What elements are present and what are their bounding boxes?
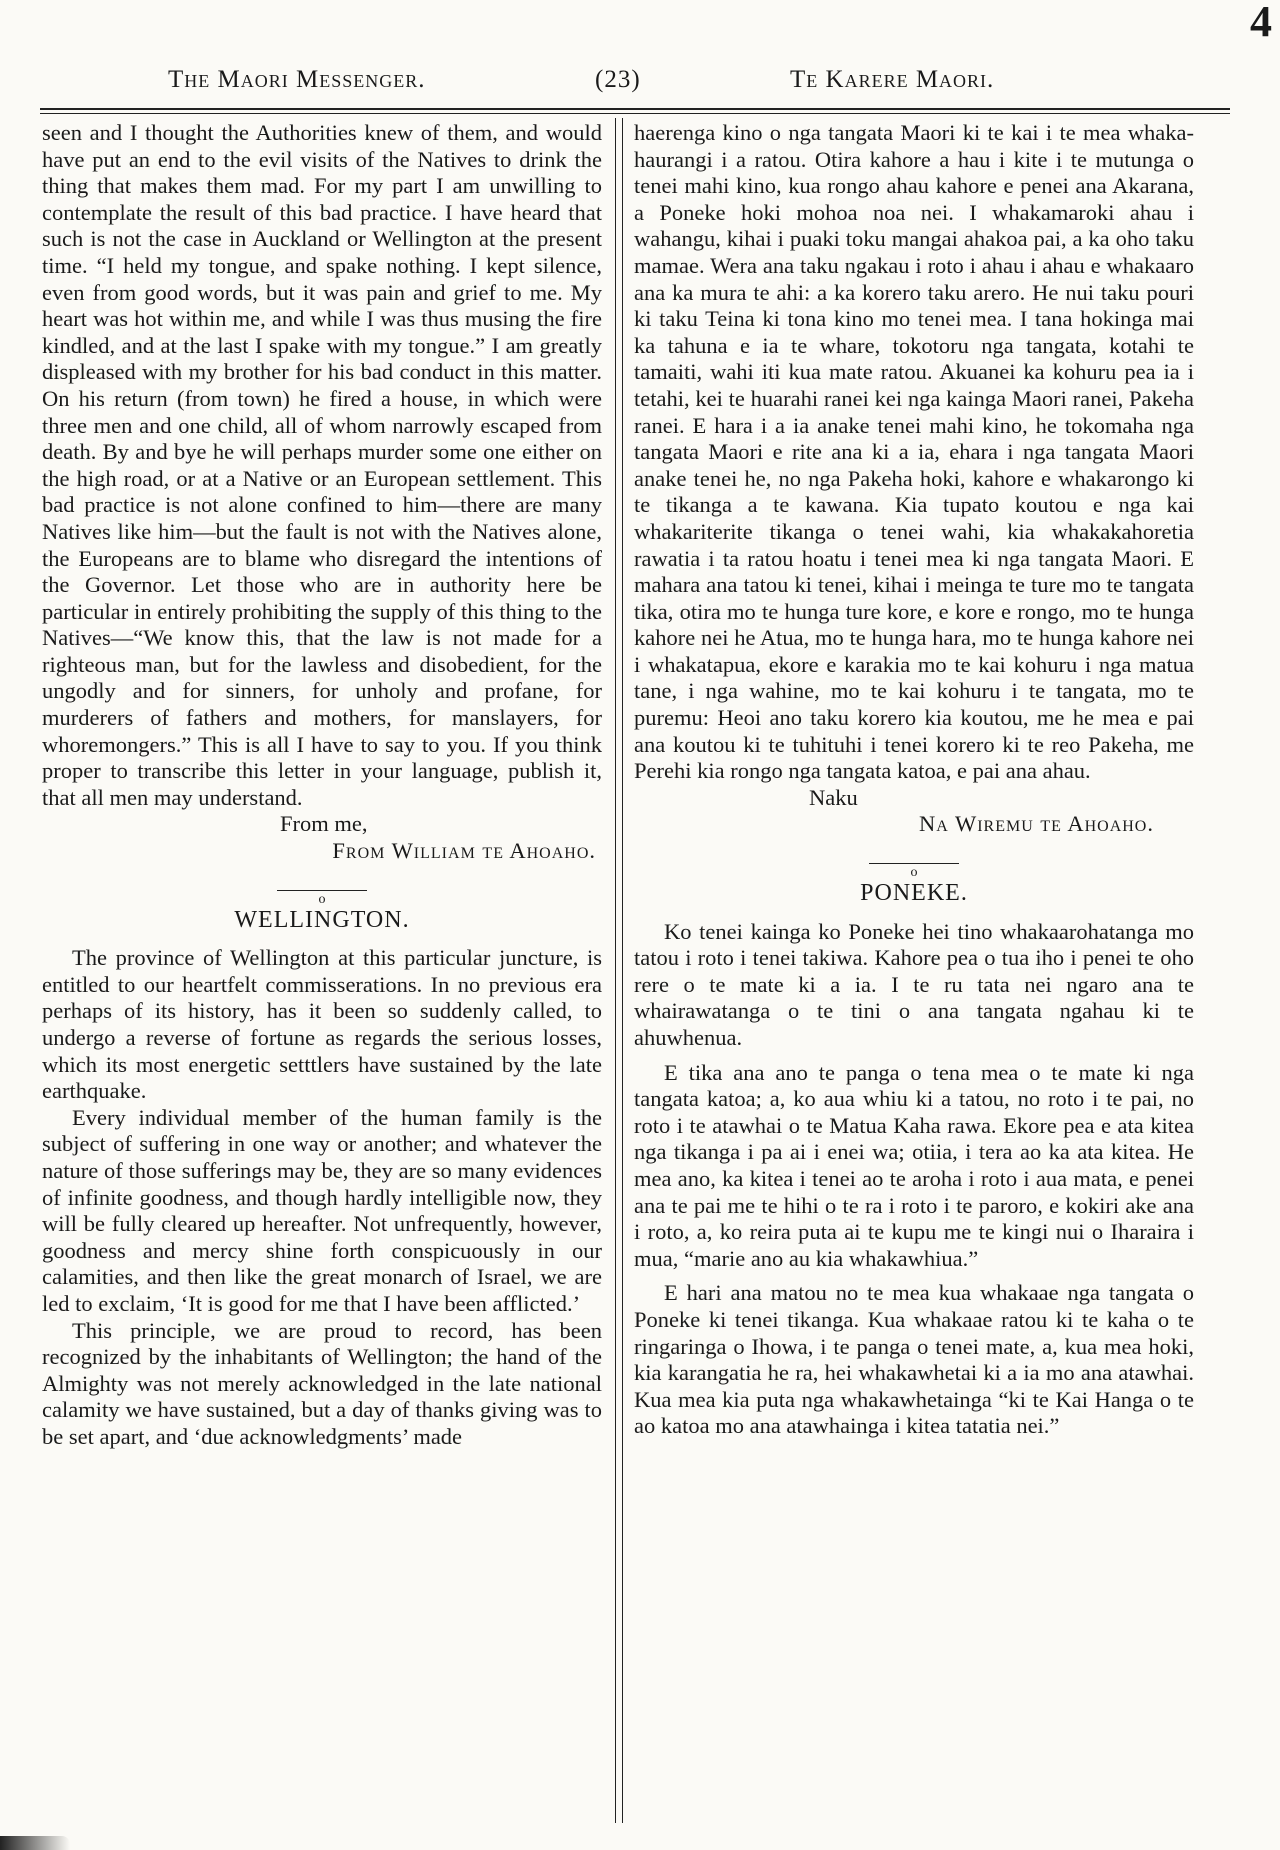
paragraph-gap <box>634 1272 1194 1280</box>
letter-signature: Na Wiremu te Ahoaho. <box>918 811 1154 837</box>
ornament-mark: o <box>910 865 918 881</box>
section-ornament <box>42 883 602 907</box>
print-smudge <box>0 1836 70 1850</box>
section-title-poneke: PONEKE. <box>860 880 968 907</box>
header-rule-thin <box>40 113 1230 114</box>
header-english-title: The Maori Messenger. <box>168 66 426 93</box>
letter-closing: Naku <box>809 784 858 810</box>
paragraph-gap <box>634 1052 1194 1060</box>
header-maori-title: Te Karere Maori. <box>790 66 995 93</box>
letter-paragraph: seen and I thought the Authorities knew of them, and would have put an end to the evil visits of the Natives to drink the thing that makes them mad. For my part I am unwilling to contemplate the result of this bad practice. I have heard that such is not the case in Auckland or Wellington at the present time. “I held my tongue, and spake nothing. I kept silence, even from good words, but it was pain and grief to me. My heart was hot within me, and while I was thus musing the fire kindled, and at the last I spake with my tongue.” I am greatly displeased with my brother for his bad conduct in this matter. On his return (from town) he fired a house, in which were three men and one child, all of whom narrowly escaped from death. By and bye he will perhaps murder some one either on the high road, or at a Native or an European settlement. This bad practice is not alone confined to him—there are many Natives like him—but the fault is not with the Natives alone, the Europeans are to blame who disregard the intentions of the Governor. Let those who are in authority here be particular in entirely prohibiting the supply of this thing to the Natives—“We know this, that the law is not made for a righteous man, but for the lawless and disobedient, for the ungodly and for sinners, for unholy and profane, for murderers of fathers and mothers, for manslayers, for whoremongers.” This is all I have to say to you. If you think proper to transcribe this letter in your language, publish it, that all men may understand. <box>42 120 602 810</box>
page-corner-mark: 4 <box>1250 0 1272 46</box>
article-paragraph: E hari ana matou no te mea kua whakaae nga tangata o Poneke ki tenei tikanga. Kua whakaae ratou ki te kaha o te ringaringa o Ihowa, i te panga o tenei mate, a, kua mea hoki, kia karangatia he ra, hei whakawhetai ki a ia mo ana atawhai. Kua mea kia puta nga whakawhetainga “ki te Kai Hanga o te ao katoa mo ana atawhainga i kitea tatatia nei.” <box>634 1280 1194 1439</box>
letter-closing: From me, <box>280 811 368 837</box>
running-head <box>40 66 1230 104</box>
page-number: (23) <box>595 66 641 93</box>
letter-paragraph: haerenga kino o nga tangata Maori ki te kai i te mea whaka-haurangi i a ratou. Otira kahore a hau i kite i te mutunga o tenei mahi kino, kua rongo ahau kahore e penei ana Akarana, a Poneke hoki mohoa noa nei. I whakamaroki ahau i wahangu, kihai i puaki toku mangai ahakoa pai, a ka oho taku mamae. Wera ana taku ngakau i roto i ahau i ahau e whakaaro ana ka mura te ahi: a ka korero taku arero. He nui taku pouri ki taku Teina ki tona kino mo tenei mea. I tana hokinga mai ka tahuna e ia te whare, tokotoru nga tangata, kotahi te tamaiti, wahi iti kua mate ratou. Akuanei ka kohuru pea ia i tetahi, kei te huarahi ranei kei nga kainga Maori ranei, Pakeha ranei. E hara i a ia anake tenei mahi kino, he tokomaha nga tangata Maori e rite ana ki a ia, ehara i nga tangata Maori anake tenei he, no nga Pakeha hoki, kahore e whakarongo ki te tikanga a te kawana. Kia tupato koutou e nga kai whakariterite tikanga o tenei wahi, kia whakakahoretia rawatia i ta ratou hoatu i tenei mea ki nga tangata Maori. E mahara ana tatou ki tenei, kihai i meinga te ture mo te tangata tika, otira mo te hunga ture kore, e kore e rongo, mo te hunga kahore nei he Atua, mo te hunga hara, mo te hunga kahore nei i whakatapua, ekore e karakia mo te kai kohuru i nga matua tane, i nga wahine, mo te kai kohuru i te tangata, mo te puremu: Heoi ano taku korero kia koutou, me he mea e pai ana koutou ki te tuhituhi i tenei korero ki te reo Pakeha, me Perehi kia rongo nga tangata katoa, e pai ana ahau. <box>634 120 1194 784</box>
letter-signature: From William te Ahoaho. <box>332 838 596 864</box>
article-paragraph: Every individual member of the human family is the subject of suffering in one way or another; and whatever the nature of those sufferings may be, they are so many evidences of infinite goodness, and though hardly intelligible now, they will be fully cleared up hereafter. Not unfrequently, however, goodness and mercy shine forth conspicuously in our calamities, and then like the great monarch of Israel, we are led to exclaim, ‘It is good for me that I have been afflicted.’ <box>42 1104 602 1316</box>
section-title-wellington: WELLINGTON. <box>234 906 410 933</box>
section-ornament <box>634 856 1194 881</box>
ornament-mark: o <box>318 891 326 907</box>
article-paragraph: The province of Wellington at this particular juncture, is entitled to our heartfelt commisserations. In no previous era perhaps of its history, has it been so suddenly called, to undergo a reverse of fortune as regards the serious losses, which its most energetic setttlers have sustained by the late earthquake. <box>42 945 602 1104</box>
column-divider <box>615 118 623 1823</box>
maori-column <box>634 120 1194 1440</box>
header-rule <box>40 108 1230 110</box>
article-paragraph: Ko tenei kainga ko Poneke hei tino whakaarohatanga mo tatou i roto i tenei takiwa. Kahore pea o tua iho i penei te oho rere o te mate ki a ia. I te ru tata nei ngaro ana te whairawatanga o te tini o ana tangata ngahau ki te ahuwhenua. <box>634 918 1194 1050</box>
english-column <box>42 120 602 1451</box>
article-paragraph: E tika ana ano te panga o tena mea o te mate ki nga tangata katoa; a, ko aua whiu ki a tatou, no roto i te pai, no roto i te atawhai o te Matua Kaha rawa. Ekore pea e ata kitea nga tikanga i pa ai i enei wa; otiia, i tera ao ka ata kitea. He mea ano, ka kitea i tenei ao te aroha i roto i aua mata, e penei ana te pai me te hihi o te ra i roto i te paroro, e kokiri ake ana i roto, a, ko reira puta ai te kupu me te kingi nui o Iharaira i mua, “marie ano au kia whakawhiua.” <box>634 1059 1194 1271</box>
article-paragraph: This principle, we are proud to record, has been recognized by the inhabitants of Wellington; the hand of the Almighty was not merely acknowledged in the late national calamity we have sustained, but a day of thanks giving was to be set apart, and ‘due acknowledgments’ made <box>42 1317 602 1449</box>
